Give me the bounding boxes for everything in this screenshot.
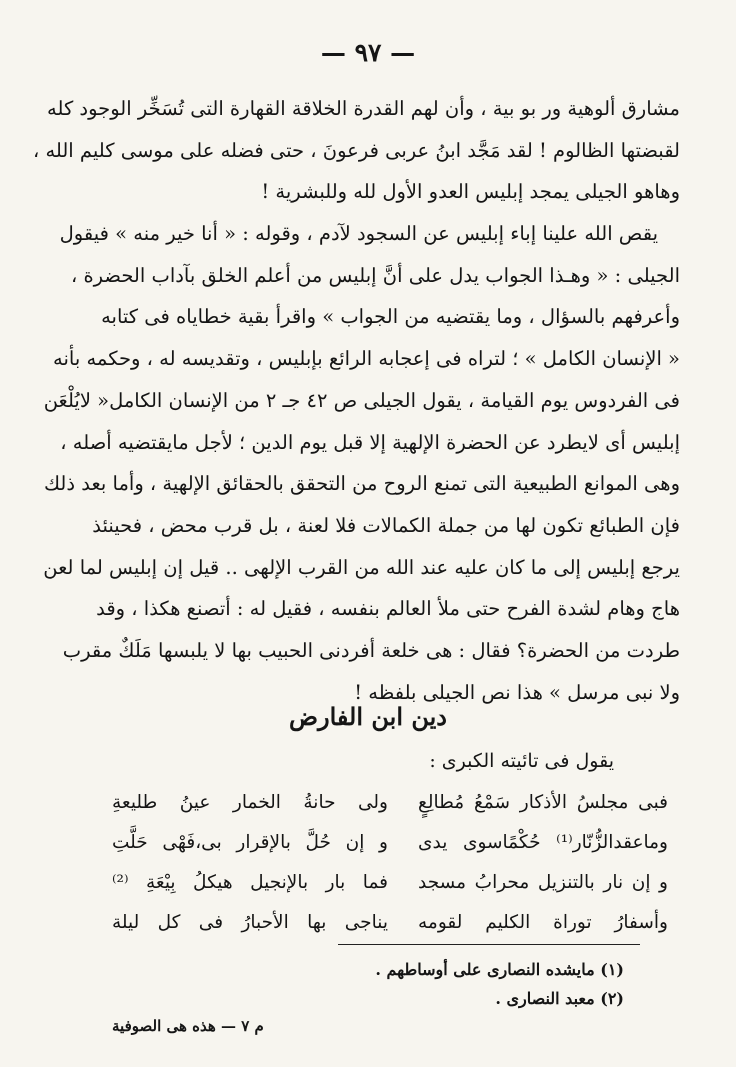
footnote-divider [338,944,640,945]
text-line: الجيلى : « وهـذا الجواب يدل على أنَّ إبليس من أعلم الخلق بآداب الحضرة ، [70,263,680,287]
text-line: « الإنسان الكامل » ؛ لتراه فى إعجابه الرائع بإبليس ، وتقديسه له ، وحكمه بأنه [53,347,680,371]
text-line: إبليس أى لايطرد عن الحضرة الإلهية إلا قبل يوم الدين ؛ لأجل مايقتضيه أصله ، [60,430,680,454]
verse-second-hemistich: فما بار بالإنجيل هيكلُ بِيْعَةِ ⁽²⁾ [112,872,388,893]
poem-intro: يقول فى تائيته الكبرى : [429,750,614,772]
text-line: يرجع إبليس إلى ما كان عليه عند الله من القرب الإلهى .. قيل إن إبليس لما لعن [43,555,680,579]
verse-first-hemistich: وأسفارُ توراة الكليم لقومه [418,912,668,933]
text-line: وهى الموانع الطبيعية التى تمنع الروح من التحقق بالحقائق الإلهية ، وأما بعد ذلك [43,472,680,496]
verse-second-hemistich: يناجى بها الأحبارُ فى كل ليلة [112,912,388,933]
text-line: يقص الله علينا إباء إبليس عن السجود لآدم ، وقوله : « أنا خير منه » فيقول [59,222,658,246]
footnote: (١) مايشده النصارى على أوساطهم . [375,960,624,979]
text-line: فإن الطبائع تكون لها من جملة الكمالات فلا لعنة ، بل قرب محض ، فحينئذ [92,513,680,537]
signature-mark: م ٧ — هذه هى الصوفية [112,1017,264,1035]
text-line: هاج وهام لشدة الفرح حتى ملأ العالم بنفسه ، فقيل له : أتصنع هكذا ، وقد [96,597,680,621]
text-line: مشارق ألوهية ور بو بية ، وأن لهم القدرة الخلاقة القهارة التى تُسَخِّر الوجود كله [47,97,680,120]
verse-second-hemistich: و إن حُلَّ بالإقرار بى،فَهْى حَلَّتِ [112,832,388,853]
text-line: ولا نبى مرسل » هذا نص الجيلى بلفظه ! [354,680,680,704]
verse [112,872,680,912]
verse-first-hemistich: وماعقدالزُّنّار⁽¹⁾ حُكْمًاسوى يدى [418,832,668,853]
poem [112,792,680,952]
text-line: فى الفردوس يوم القيامة ، يقول الجيلى ص ٤٢ جـ ٢ من الإنسان الكامل« لايُلْعَن [43,388,680,412]
verse [112,792,680,832]
text-line: طردت من الحضرة؟ فقال : هى خلعة أفردنى الحبيب بها لا يلبسها مَلَكٌ مقرب [62,638,680,662]
main-text [32,88,680,713]
text-line: وهاهو الجيلى يمجد إبليس العدو الأول لله وللبشرية ! [261,180,680,204]
verse [112,912,680,952]
verse [112,832,680,872]
text-line: لقبضتها الظالوم ! لقد مَجَّد ابنُ عربى فرعونَ ، حتى فضله على موسى كليم الله ، [32,138,680,162]
footnote: (٢) معبد النصارى . [495,989,624,1008]
page-number: — ٩٧ — [320,38,416,67]
verse-second-hemistich: ولى حانةُ الخمار عينُ طليعةِ [112,792,388,813]
section-title: دين ابن الفارض [288,702,447,731]
verse-first-hemistich: و إن نار بالتنزيل محرابُ مسجد [418,872,668,893]
footnotes [375,955,624,1013]
verse-first-hemistich: فبى مجلسُ الأذكار سَمْعُ مُطالِعٍ [418,792,668,813]
text-line: وأعرفهم بالسؤال ، وما يقتضيه من الجواب » واقرأ بقية خطاياه فى كتابه [101,305,680,329]
